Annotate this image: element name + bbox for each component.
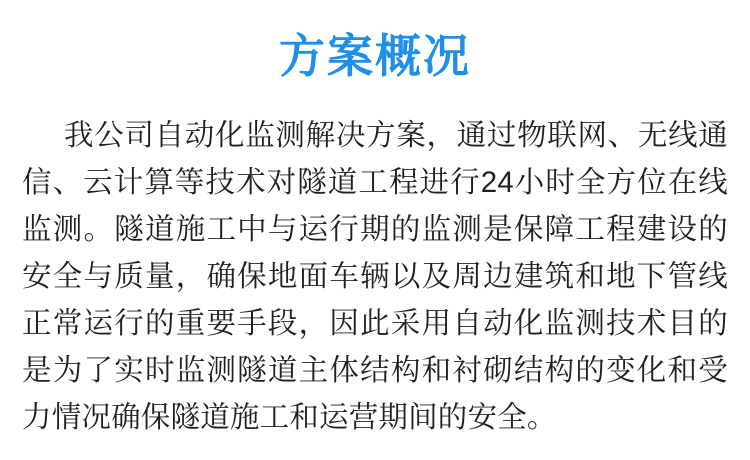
body-paragraph: 我公司自动化监测解决方案，通过物联网、无线通信、云计算等技术对隧道工程进行24小时全方位在线监测。隧道施工中与运行期的监测是保障工程建设的安全与质量，确保地面车辆以及周边建筑和地下管线正常运行的重要手段，因此采用自动化监测技术目的是为了实时监测隧道主体结构和衬砌结构的变化和受力情况确保隧道施工和运营期间的安全。 [22, 119, 728, 434]
page-title: 方案概况 [279, 30, 471, 82]
